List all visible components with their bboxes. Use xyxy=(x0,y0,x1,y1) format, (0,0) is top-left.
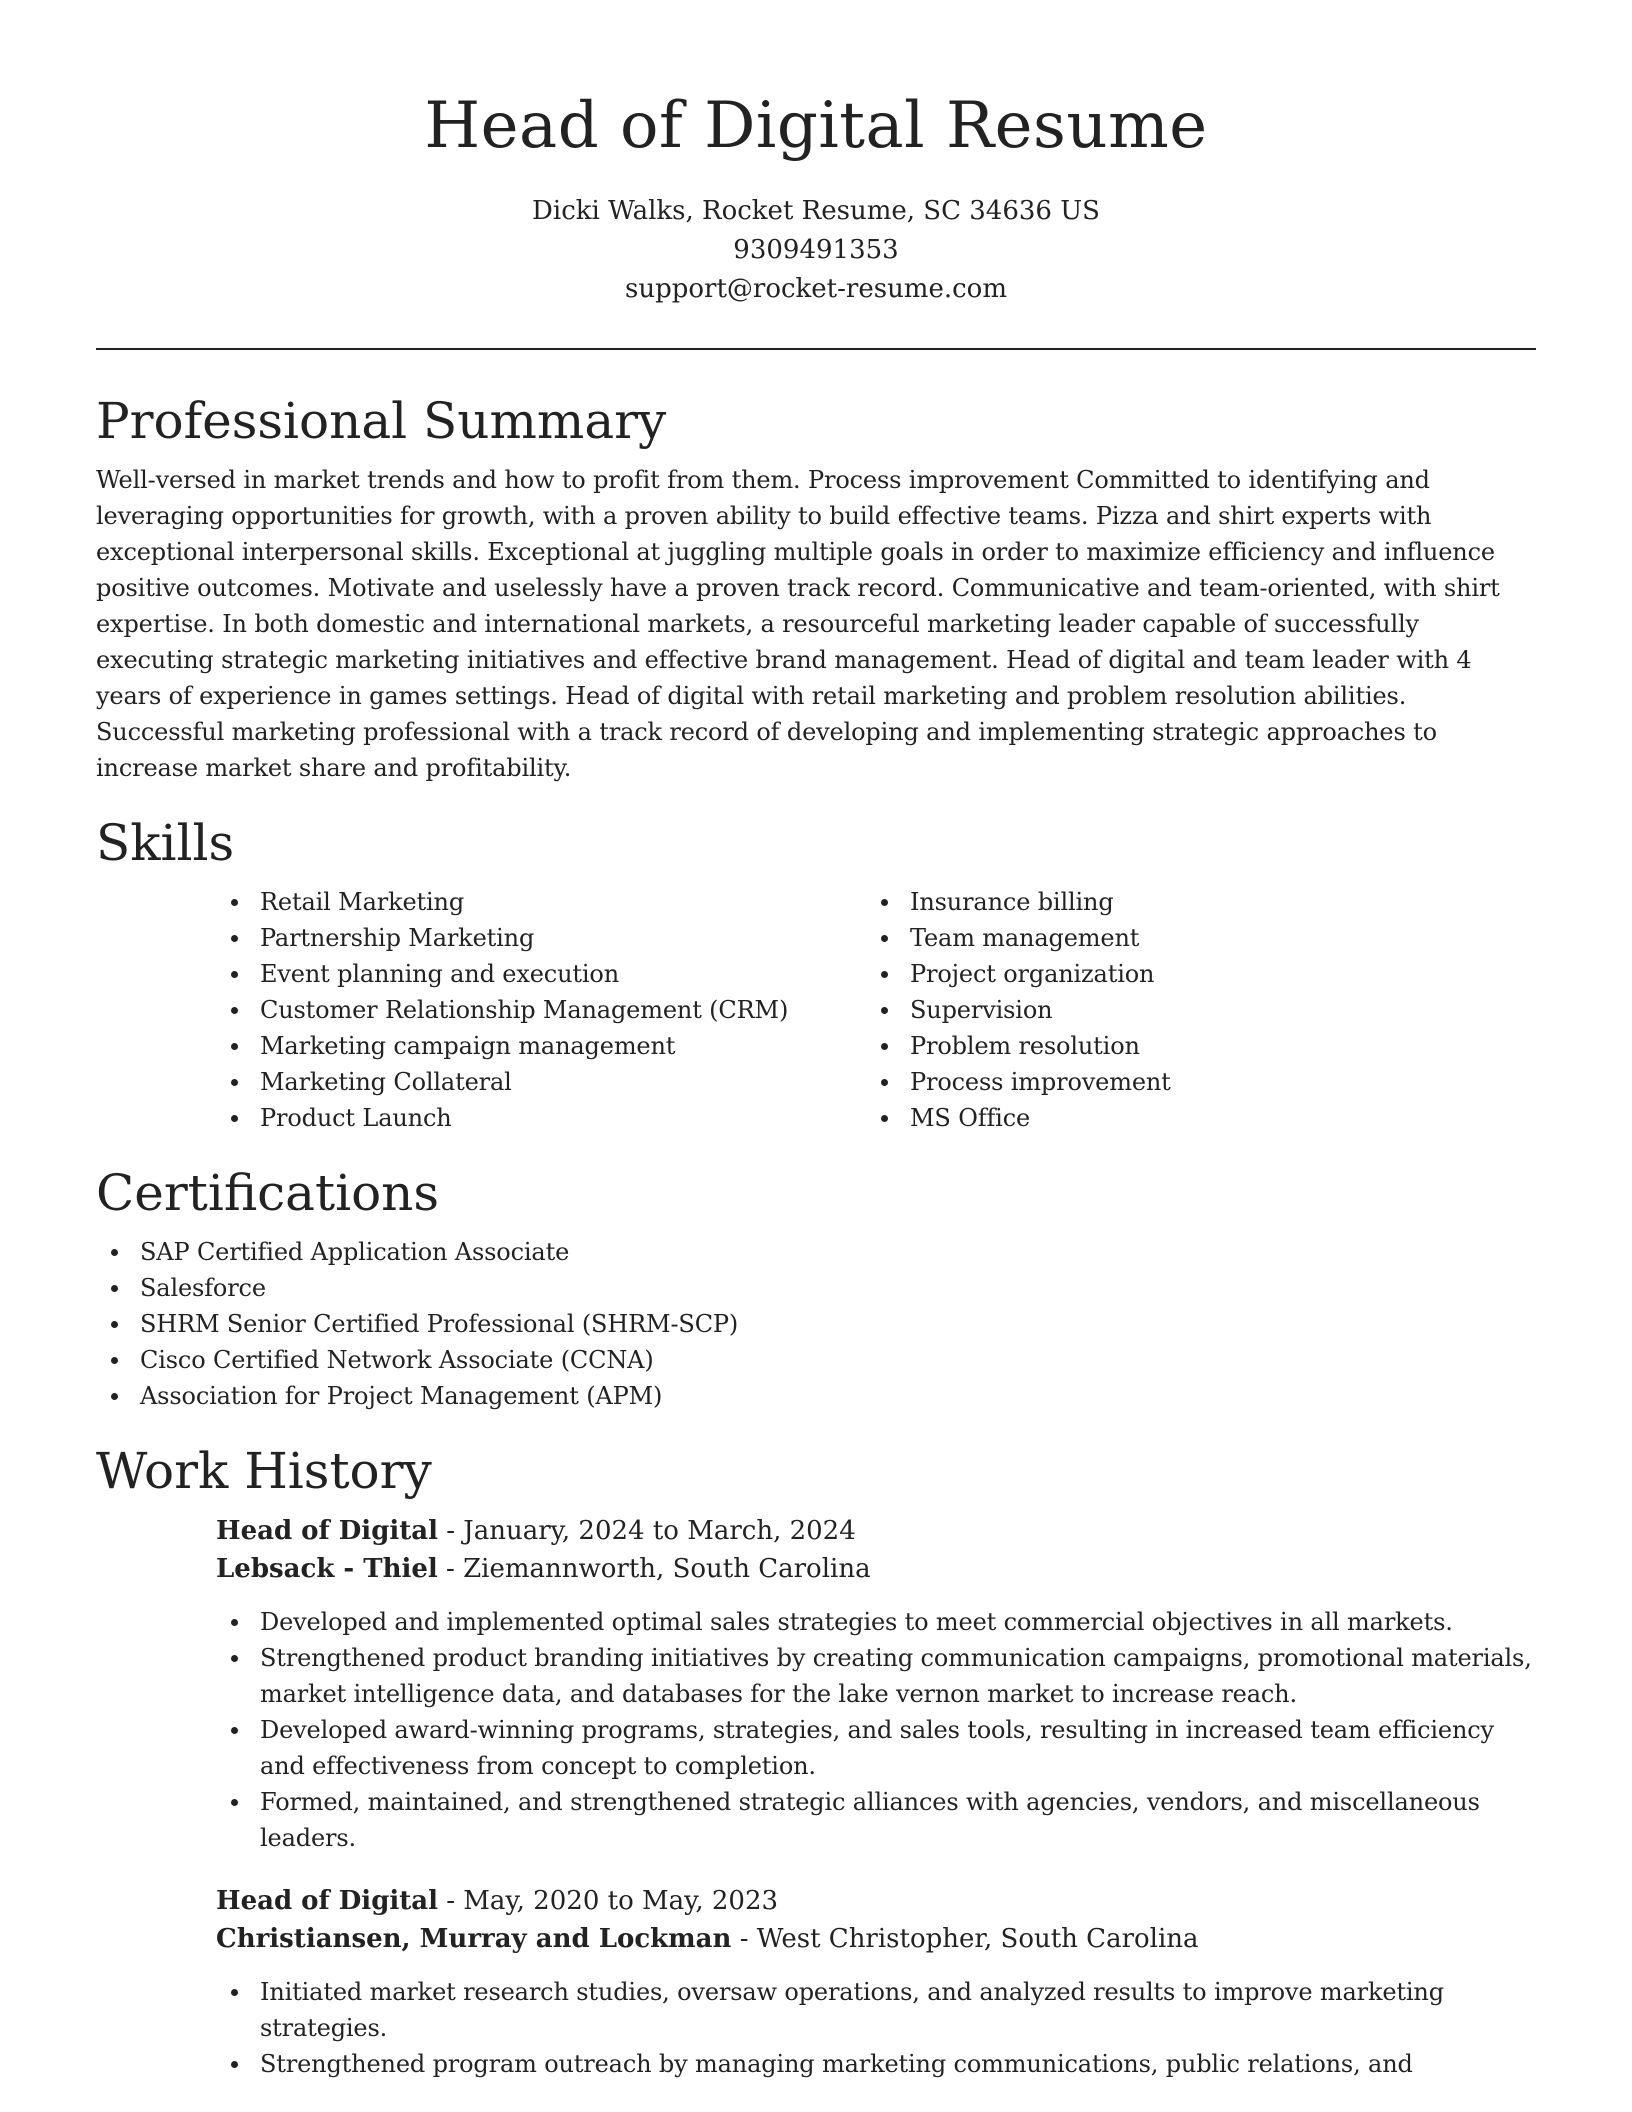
work-history-heading: Work History xyxy=(96,1442,432,1500)
job-bullets xyxy=(216,1974,1536,2082)
skill-item: Insurance billing xyxy=(866,884,1516,920)
job-bullet: Strengthened program outreach by managing marketing communications, public relations, and xyxy=(216,2046,1536,2082)
job-title: Head of Digital xyxy=(216,1516,438,1546)
skill-item: Project organization xyxy=(866,956,1516,992)
job-bullet: Developed award-winning programs, strategies, and sales tools, resulting in increased team efficiency and effectiveness from concept to completion. xyxy=(216,1712,1536,1784)
skill-item: Retail Marketing xyxy=(216,884,866,920)
skill-item: Partnership Marketing xyxy=(216,920,866,956)
job-location: - West Christopher, South Carolina xyxy=(731,1924,1199,1954)
job-bullet: Strengthened product branding initiatives by creating communication campaigns, promotional materials, market intelligence data, and databases for the lake vernon market to increase reach. xyxy=(216,1640,1536,1712)
header-divider xyxy=(96,348,1536,350)
work-history-section xyxy=(96,1440,1536,2082)
resume-title: Head of Digital Resume xyxy=(424,89,1208,163)
skill-item: Marketing campaign management xyxy=(216,1028,866,1064)
job-dates: - January, 2024 to March, 2024 xyxy=(437,1516,856,1546)
skill-item: MS Office xyxy=(866,1100,1516,1136)
job-entry xyxy=(216,1882,1536,2082)
skills-list-right xyxy=(866,884,1516,1136)
job-company-line xyxy=(216,1920,1536,1958)
job-dates: - May, 2020 to May, 2023 xyxy=(437,1886,779,1916)
skills-section xyxy=(96,812,1536,1136)
resume-page xyxy=(96,0,1536,2108)
job-bullet: Initiated market research studies, oversaw operations, and analyzed results to improve marketing strategies. xyxy=(216,1974,1536,2046)
job-bullets xyxy=(216,1604,1536,1856)
certification-item: SAP Certified Application Associate xyxy=(96,1234,1536,1270)
contact-email: support@rocket-resume.com xyxy=(624,274,1007,304)
skill-item: Customer Relationship Management (CRM) xyxy=(216,992,866,1028)
certifications-heading: Certifications xyxy=(96,1164,440,1222)
job-title: Head of Digital xyxy=(216,1886,438,1916)
job-company: Christiansen, Murray and Lockman xyxy=(216,1924,732,1954)
job-entry xyxy=(216,1512,1536,1856)
summary-section xyxy=(96,390,1536,786)
skills-grid xyxy=(216,884,1536,1136)
skill-item: Team management xyxy=(866,920,1516,956)
job-company: Lebsack - Thiel xyxy=(216,1554,438,1584)
certification-item: Cisco Certified Network Associate (CCNA) xyxy=(96,1342,1536,1378)
summary-heading: Professional Summary xyxy=(96,392,667,450)
certifications-list xyxy=(96,1234,1536,1414)
job-bullet: Formed, maintained, and strengthened strategic alliances with agencies, vendors, and miscellaneous leaders. xyxy=(216,1784,1536,1856)
skills-list-left xyxy=(216,884,866,1136)
certifications-section xyxy=(96,1162,1536,1414)
certification-item: Association for Project Management (APM) xyxy=(96,1378,1536,1414)
skill-item: Marketing Collateral xyxy=(216,1064,866,1100)
skills-heading: Skills xyxy=(96,814,235,872)
job-title-line xyxy=(216,1882,1536,1920)
certification-item: SHRM Senior Certified Professional (SHRM-SCP) xyxy=(96,1306,1536,1342)
skill-item: Supervision xyxy=(866,992,1516,1028)
skill-item: Problem resolution xyxy=(866,1028,1516,1064)
job-location: - Ziemannworth, South Carolina xyxy=(437,1554,871,1584)
job-bullet: Developed and implemented optimal sales strategies to meet commercial objectives in all markets. xyxy=(216,1604,1536,1640)
contact-address: Dicki Walks, Rocket Resume, SC 34636 US xyxy=(532,196,1100,226)
skill-item: Event planning and execution xyxy=(216,956,866,992)
skill-item: Product Launch xyxy=(216,1100,866,1136)
skill-item: Process improvement xyxy=(866,1064,1516,1100)
resume-header xyxy=(96,0,1536,309)
contact-phone: 9309491353 xyxy=(733,235,899,265)
job-company-line xyxy=(216,1550,1536,1588)
certification-item: Salesforce xyxy=(96,1270,1536,1306)
job-title-line xyxy=(216,1512,1536,1550)
summary-text: Well-versed in market trends and how to profit from them. Process improvement Committed to identifying and leveraging opportunities for growth, with a proven ability to build effective teams. Pizza and shirt experts with exceptional interpersonal skills. Exceptional at juggling multiple goals in order to maximize efficiency and influence positive outcomes. Motivate and uselessly have a proven track record. Communicative and team-oriented, with shirt expertise. In both domestic and international markets, a resourceful marketing leader capable of successfully executing strategic marketing initiatives and effective brand management. Head of digital and team leader with 4 years of experience in games settings. Head of digital with retail marketing and problem resolution abilities. Successful marketing professional with a track record of developing and implementing strategic approaches to increase market share and profitability. xyxy=(96,466,1500,782)
